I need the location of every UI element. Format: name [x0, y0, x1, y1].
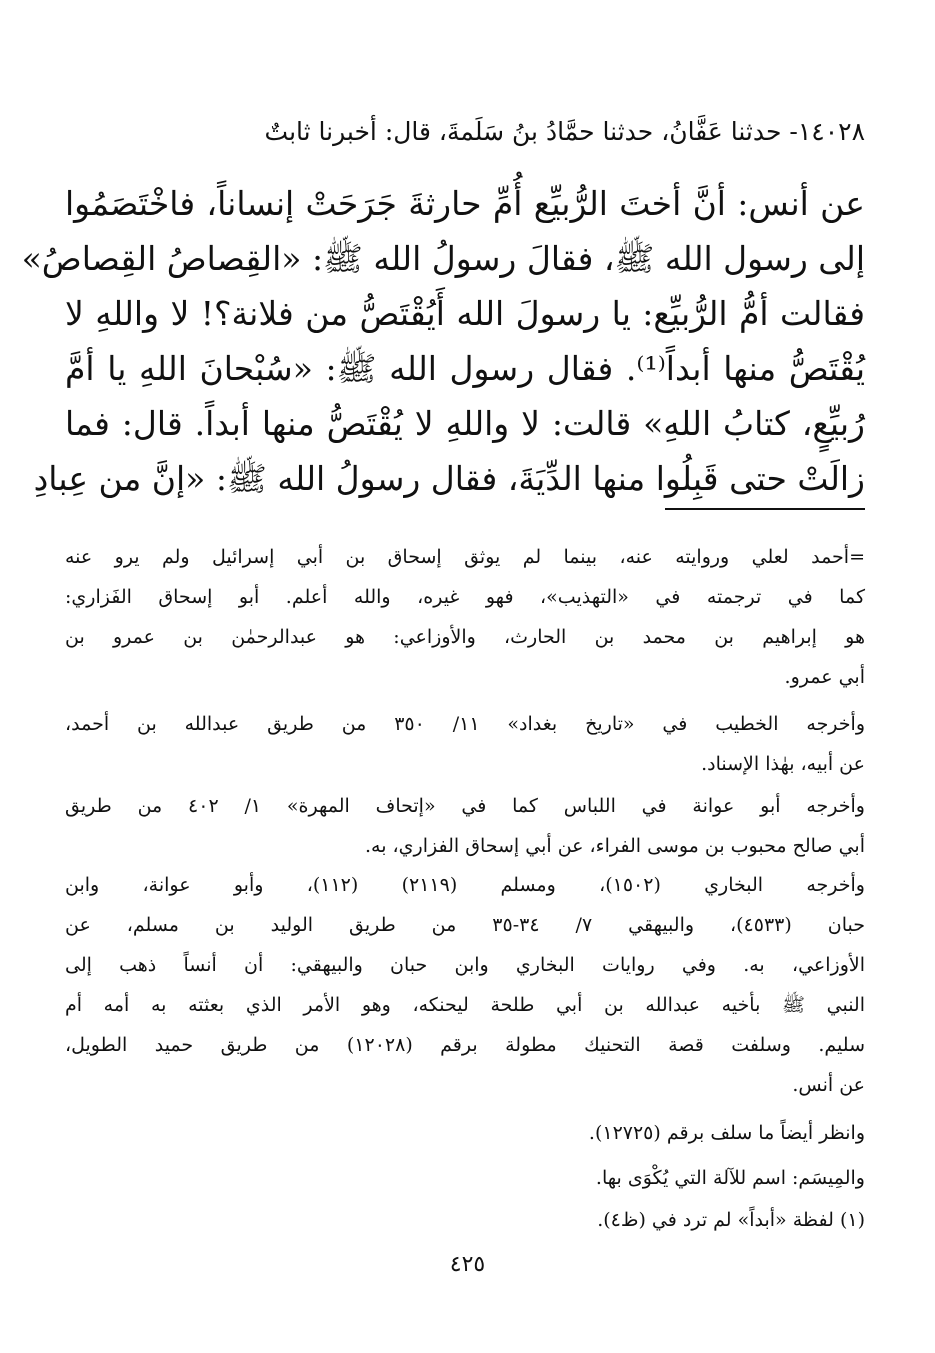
footnote-line-12: النبي ﷺ بأخيه عبدالله بن أبي طلحة ليحنكه، وهو الأمر الذي بعثته به أمه أم — [65, 994, 865, 1016]
hadith-line-3: فقالت أمُّ الرُّبيِّع: يا رسولَ الله أَيُقْتَصُّ من فلانة؟! لا واللهِ لا — [65, 294, 865, 333]
footnote-line-6: عن أبيه، بهٰذا الإسناد. — [701, 753, 865, 775]
page-number: ٤٢٥ — [449, 1252, 486, 1277]
footnote-line-14: عن أنس. — [792, 1074, 865, 1096]
hadith-line-5: رُبيِّعٍ، كتابُ اللهِ» قالت: لا واللهِ لا يُقْتَصُّ منها أبداً. قال: فما — [65, 404, 865, 443]
footnote-line-7: وأخرجه أبو عوانة في اللباس كما في «إتحاف المهرة» ١/ ٤٠٢ من طريق — [65, 795, 865, 817]
footnote-line-13: سليم. وسلفت قصة التحنيك مطولة برقم (١٢٠٢٨) من طريق حميد الطويل، — [65, 1034, 865, 1056]
footnote-line-2: كما في ترجمته في «التهذيب»، فهو غيره، والله أعلم. أبو إسحاق الفَزاري: — [65, 586, 865, 608]
hadith-line-6: زالَتْ حتى قَبِلُوا منها الدِّيَةَ، فقال رسولُ الله ﷺ: «إنَّ من عِبادِ — [33, 459, 865, 498]
footnote-divider — [665, 508, 865, 510]
footnote-line-15: وانظر أيضاً ما سلف برقم (١٢٧٢٥). — [588, 1122, 865, 1144]
footnote-line-3: هو إبراهيم بن محمد بن الحارث، والأوزاعي: هو عبدالرحمٰن بن عمرو بن — [65, 626, 865, 648]
hadith-line-1: عن أنس: أنَّ أختَ الرُّبيِّع أُمِّ حارثةَ جَرَحَتْ إنساناً، فاخْتَصَمُوا — [65, 184, 865, 223]
footnote-line-1: =أحمد لعلي وروايته عنه، بينما لم يوثق إسحاق بن أبي إسرائيل ولم يرو عنه — [65, 546, 865, 568]
footnote-line-16: والمِيسَم: اسم للآلة التي يُكْوَى بها. — [595, 1167, 865, 1189]
footnote-line-9: وأخرجه البخاري (١٥٠٢)، ومسلم (٢١١٩) (١١٢)، وأبو عوانة، وابن — [65, 874, 865, 896]
footnote-line-5: وأخرجه الخطيب في «تاريخ بغداد» ١١/ ٣٥٠ من طريق عبدالله بن أحمد، — [65, 713, 865, 735]
footnote-line-4: أبي عمرو. — [784, 666, 865, 688]
hadith-header: ١٤٠٢٨- حدثنا عَفَّانُ، حدثنا حمَّادُ بنُ سَلَمةَ، قال: أخبرنا ثابتٌ — [264, 117, 865, 146]
footnote-line-10: حبان (٤٥٣٣)، والبيهقي ٧/ ٣٤-٣٥ من طريق الوليد بن مسلم، عن — [65, 914, 865, 936]
footnote-line-8: أبي صالح محبوب بن موسى الفراء، عن أبي إسحاق الفزاري، به. — [365, 835, 865, 857]
footnote-line-11: الأوزاعي، به. وفي روايات البخاري وابن حبان والبيهقي: أن أنساً ذهب إلى — [65, 954, 865, 976]
hadith-line-4: يُقْتَصُّ منها أبداً⁽¹⁾. فقال رسول الله ﷺ: «سُبْحانَ اللهِ يا أمَّ — [65, 349, 866, 388]
hadith-line-2: إلى رسول الله ﷺ، فقالَ رسولُ الله ﷺ: «القِصاصُ القِصاصُ» — [21, 239, 865, 278]
footnote-line-17: (١) لفظة «أبداً» لم ترد في (ظ٤). — [597, 1209, 865, 1231]
